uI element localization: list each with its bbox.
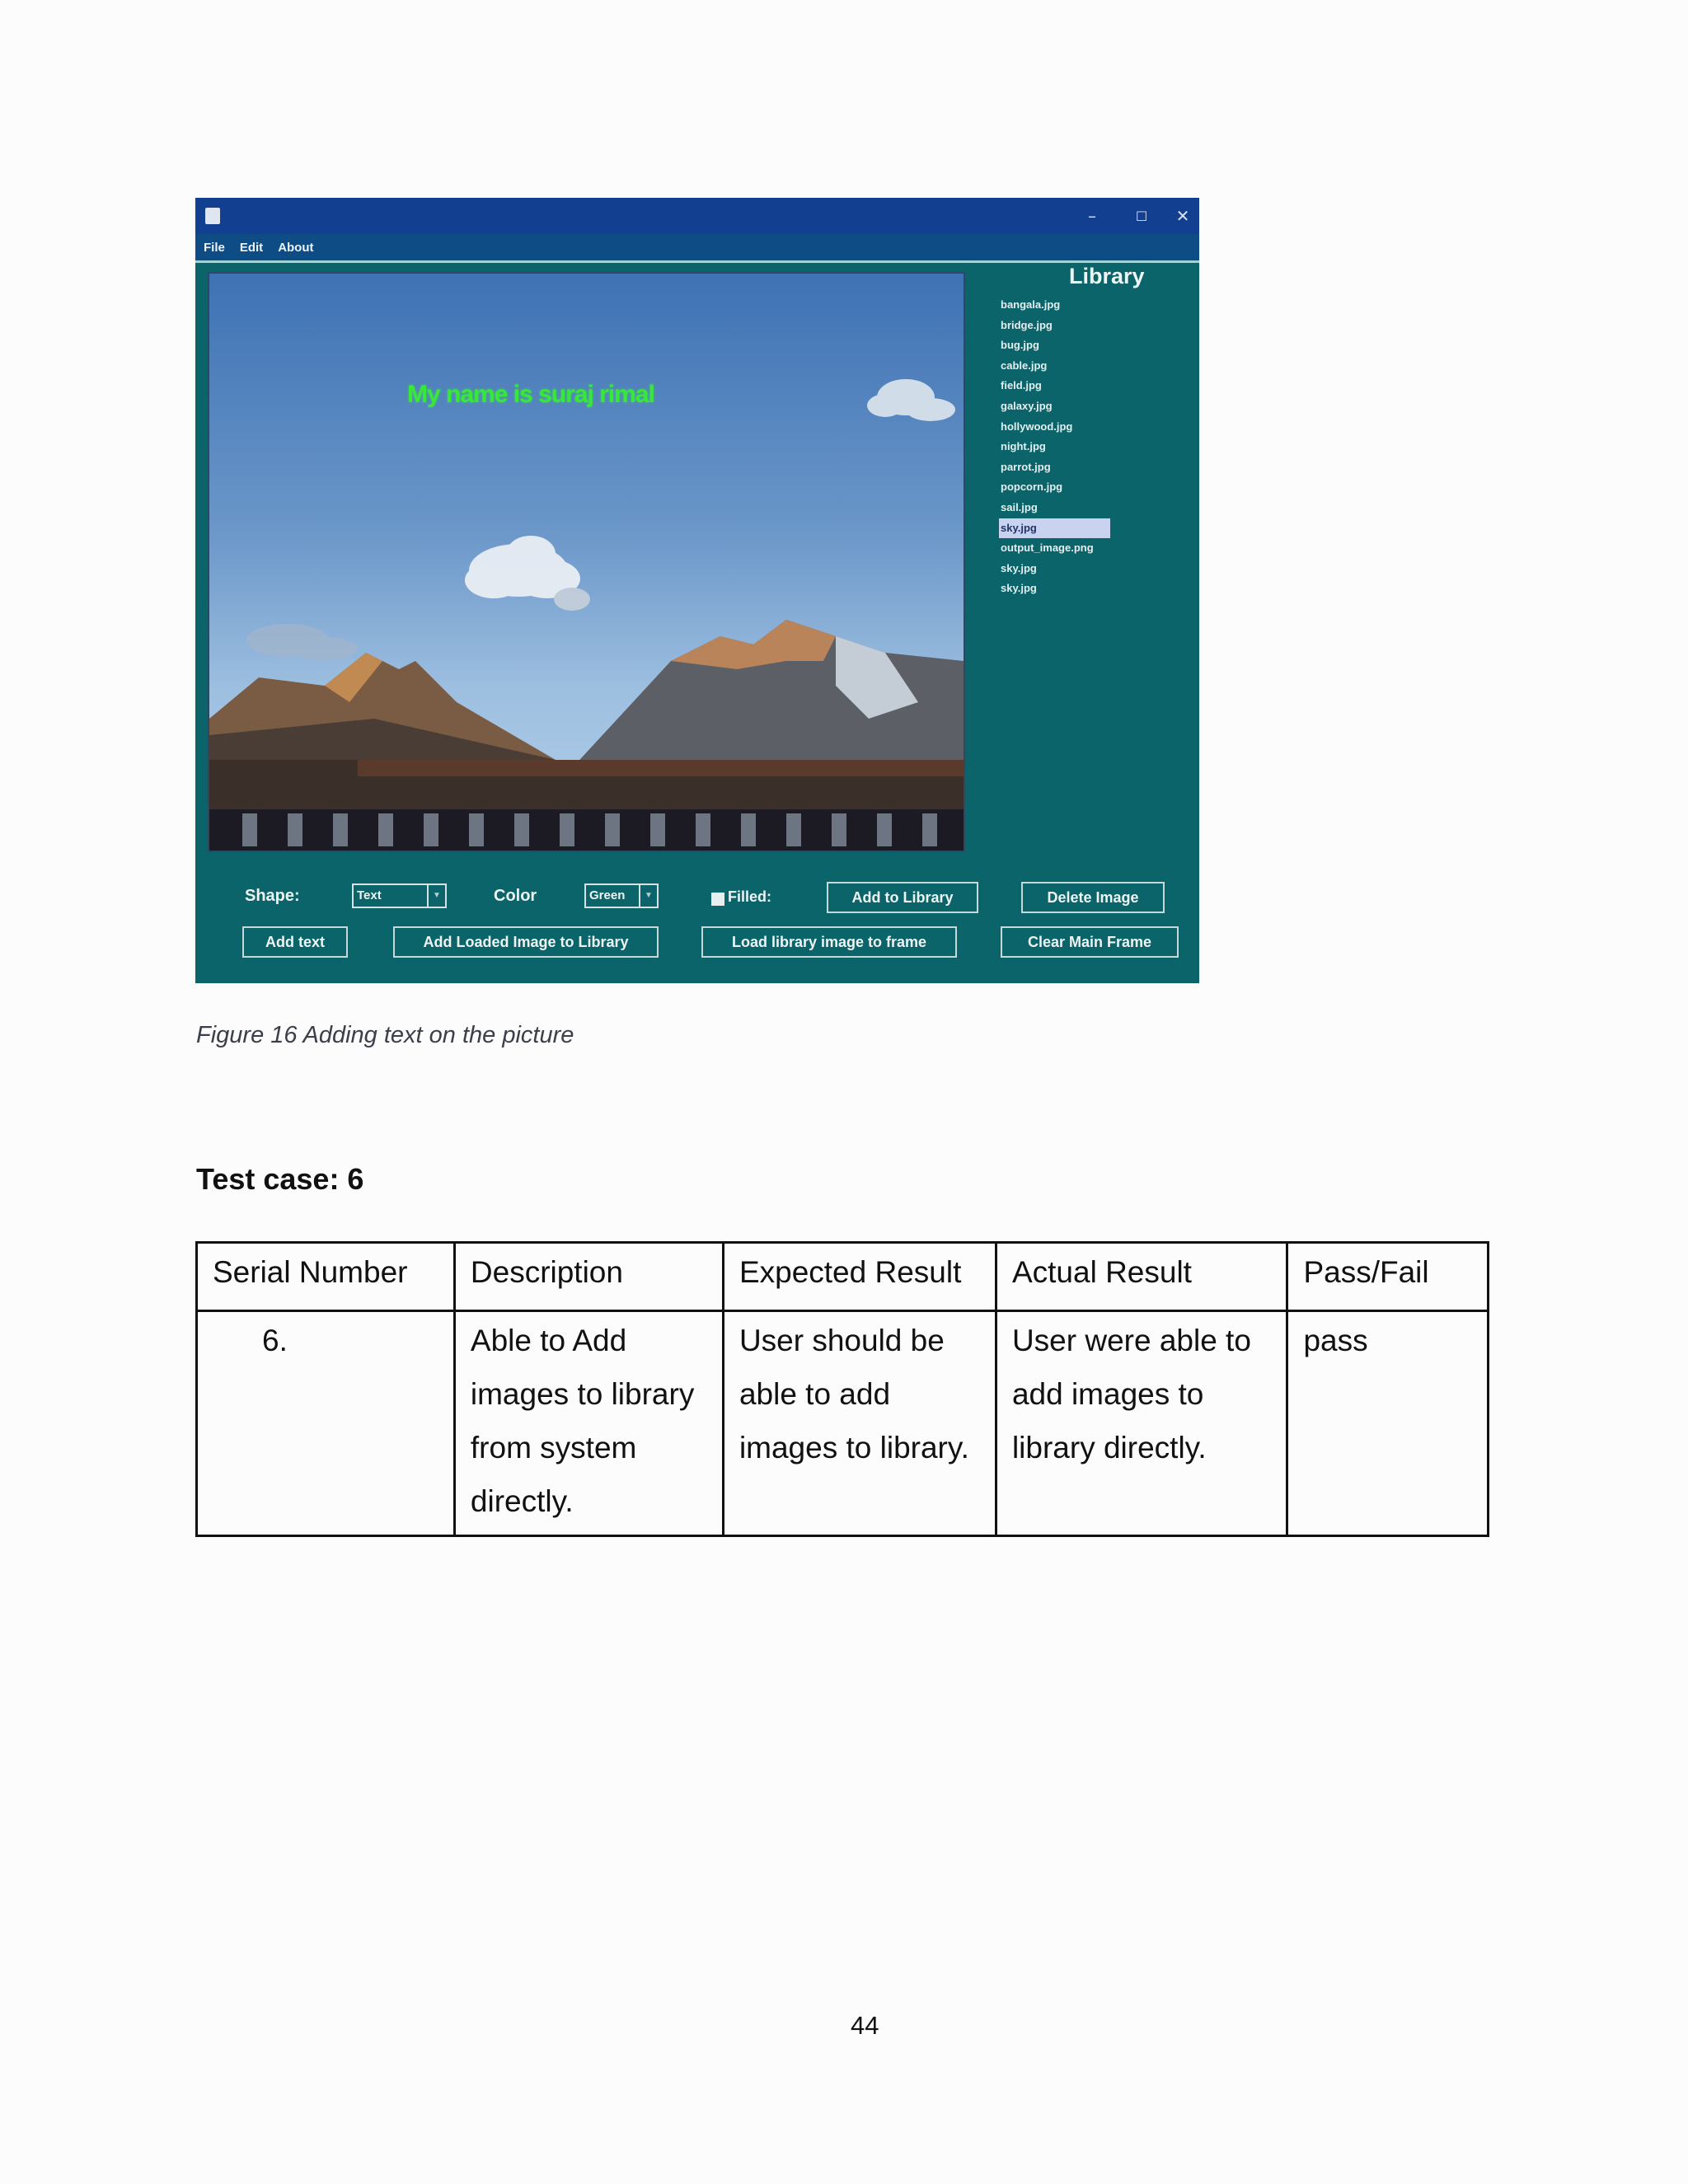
minimize-icon[interactable]: – <box>1088 206 1096 226</box>
library-item[interactable]: sail.jpg <box>1001 500 1038 513</box>
library-item[interactable]: field.jpg <box>1001 379 1042 392</box>
cloud-center <box>465 536 590 611</box>
load-library-image-button[interactable]: Load library image to frame <box>701 926 957 958</box>
library-item[interactable]: galaxy.jpg <box>1001 399 1053 412</box>
test-case-heading: Test case: 6 <box>196 1162 364 1196</box>
page-number: 44 <box>851 2011 879 2040</box>
library-item[interactable]: sky.jpg <box>1001 561 1037 574</box>
library-panel <box>987 264 1184 610</box>
close-icon[interactable]: ✕ <box>1175 206 1190 226</box>
chevron-down-icon[interactable]: ▼ <box>639 885 657 907</box>
app-window-screenshot <box>195 198 1199 983</box>
menu-file[interactable]: File <box>204 240 225 255</box>
shape-select-value: Text <box>357 888 382 902</box>
library-item[interactable]: output_image.png <box>1001 541 1094 555</box>
title-bar <box>195 198 1199 234</box>
table-header-row <box>197 1243 1489 1311</box>
header-actual-result: Actual Result <box>996 1243 1287 1311</box>
clear-main-frame-button[interactable]: Clear Main Frame <box>1001 926 1179 958</box>
library-item[interactable]: night.jpg <box>1001 440 1046 453</box>
app-icon <box>205 208 220 224</box>
test-case-table <box>195 1241 1489 1537</box>
delete-image-button[interactable]: Delete Image <box>1021 882 1165 913</box>
header-expected-result: Expected Result <box>723 1243 996 1311</box>
cloud-left <box>246 624 358 660</box>
cell-actual: User were able to add images to library directly. <box>996 1311 1287 1536</box>
library-list[interactable] <box>999 295 1110 599</box>
library-item[interactable]: bridge.jpg <box>1001 318 1053 331</box>
add-loaded-image-button[interactable]: Add Loaded Image to Library <box>393 926 659 958</box>
menu-edit[interactable]: Edit <box>239 240 264 255</box>
figure-caption: Figure 16 Adding text on the picture <box>196 1022 574 1048</box>
color-label: Color <box>494 887 537 905</box>
library-item[interactable]: parrot.jpg <box>1001 460 1051 473</box>
library-item[interactable]: popcorn.jpg <box>1001 480 1063 494</box>
menu-bar <box>195 234 1199 263</box>
shape-label: Shape: <box>245 887 300 905</box>
main-image-canvas[interactable] <box>208 272 965 852</box>
library-title: Library <box>1069 264 1145 288</box>
cell-description: Able to Add images to library from system directly. <box>454 1311 723 1536</box>
header-pass-fail: Pass/Fail <box>1287 1243 1489 1311</box>
serial-value: 6. <box>262 1324 288 1357</box>
add-text-button[interactable]: Add text <box>242 926 348 958</box>
library-item-selected[interactable]: sky.jpg <box>999 518 1110 539</box>
library-item[interactable]: bangala.jpg <box>1001 298 1061 311</box>
maximize-icon[interactable]: ☐ <box>1135 208 1148 224</box>
cell-result: pass <box>1287 1311 1489 1536</box>
table-row <box>197 1311 1489 1536</box>
header-description: Description <box>454 1243 723 1311</box>
chevron-down-icon[interactable]: ▼ <box>427 885 445 907</box>
cloud-top-right <box>867 379 955 421</box>
shape-select[interactable] <box>352 883 447 908</box>
library-item[interactable]: hollywood.jpg <box>1001 419 1073 433</box>
cell-serial <box>197 1311 455 1536</box>
filled-label: Filled: <box>728 888 771 905</box>
landscape-image <box>209 274 964 851</box>
color-select[interactable] <box>584 883 659 908</box>
overlay-text: My name is suraj rimal <box>407 381 654 408</box>
library-item[interactable]: cable.jpg <box>1001 359 1048 372</box>
library-item[interactable]: sky.jpg <box>1001 582 1037 595</box>
color-select-value: Green <box>589 888 626 902</box>
cell-expected: User should be able to add images to library. <box>723 1311 996 1536</box>
header-serial-number: Serial Number <box>197 1243 455 1311</box>
library-item[interactable]: bug.jpg <box>1001 339 1039 352</box>
add-to-library-button[interactable]: Add to Library <box>827 882 978 913</box>
menu-about[interactable]: About <box>278 240 314 255</box>
filled-checkbox[interactable] <box>711 893 724 906</box>
